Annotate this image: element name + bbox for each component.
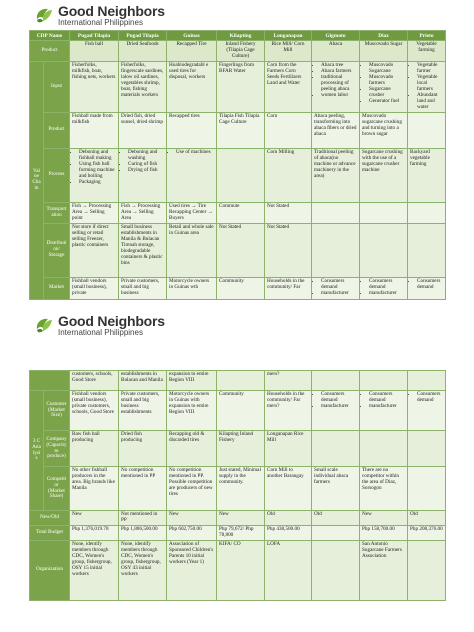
value-chain-label: Value Chain <box>30 62 44 300</box>
table-cell: None, identify members through CDC, Women's group, fishergroup, OSY 15 initial workers <box>70 540 119 600</box>
header-col: Pugad Tilapia <box>119 31 167 41</box>
table-cell: Php 602,750.00 <box>167 525 217 540</box>
list-item: • Consumers demand <box>321 392 357 404</box>
table-cell: Community <box>217 391 265 431</box>
table-cell: Old <box>265 511 312 526</box>
table-cell: Just stated, Minimal supply in the community. <box>217 467 265 511</box>
total-budget-row <box>30 525 446 540</box>
logo-subtitle: International Philippines <box>58 328 143 337</box>
product-output-row <box>30 112 446 148</box>
header-col: Gigmoto <box>312 31 360 41</box>
list-item: • manufacturer <box>369 404 405 410</box>
row-label: Competitor (Market Share) <box>44 467 70 511</box>
table-cell: Old <box>312 511 360 526</box>
list-item: • Packaging <box>79 180 116 186</box>
table-cell: Corn from the Farmers Corn Seeds Fertilizers Land and Water <box>265 62 312 113</box>
row-label: Product <box>30 41 70 62</box>
table-cell <box>167 148 217 202</box>
list-item: • manufacturer <box>321 291 357 297</box>
list-item: • Vegetable farmer <box>417 63 443 75</box>
table-cell: Motorcycle owners in Guinas wth <box>167 277 217 299</box>
header-col: Diaz <box>360 31 408 41</box>
table-cell: There are no competitor within the area of Diaz, Sorsogon <box>360 467 408 511</box>
table-cell: Retail and whole sale in Guinas area <box>167 223 217 277</box>
list-item: • traditional processing of peeling abaca <box>321 75 357 93</box>
list-item: • Consumers demand <box>321 279 357 291</box>
logo <box>34 314 165 337</box>
table-cell <box>312 277 360 299</box>
logo-subtitle: International Philippines <box>58 18 143 27</box>
list-item: • Consumers demand <box>369 392 405 404</box>
table-cell <box>312 431 360 467</box>
table-cell <box>119 148 167 202</box>
table-cell: Community <box>217 277 265 299</box>
list-item: • Deboning and washing <box>128 150 164 162</box>
list-item: • Curing of fish <box>128 162 164 168</box>
row-label: Transportation <box>44 202 70 223</box>
row-label: Customer (Market Size) <box>44 391 70 431</box>
row-label: Company (Capacity to produce) <box>44 431 70 467</box>
list-item: • Deboning and fishball making <box>79 150 116 162</box>
table-cell: expansion to entire Region VIII <box>167 371 217 391</box>
table-cell: Households in the community/ Far mers? <box>265 391 312 431</box>
table-cell: Php 1,886,500.00 <box>119 525 167 540</box>
table-cell: Not mentioned in PP <box>119 511 167 526</box>
table-cell: Hoabiodegradabl e used tires for disposal, workers <box>167 62 217 113</box>
list-item: • Vegetable local farmers <box>417 75 443 93</box>
table-cell <box>217 148 265 202</box>
table-cell: Recapped Tire <box>167 41 217 62</box>
table-cell: Small scale individual abaca farmers <box>312 467 360 511</box>
list-item: • Abaca farmers <box>321 69 357 75</box>
distribution-row <box>30 223 446 277</box>
row-label: Process <box>44 148 70 202</box>
document-page-2 <box>0 313 474 632</box>
table-cell: Traditional peeling of abaca(no machine or advance machinery in the area) <box>312 148 360 202</box>
table-cell <box>408 277 446 299</box>
table-cell <box>408 223 446 277</box>
table-cell: customers, schools, Good Store <box>70 371 119 391</box>
table-cell: Abaca <box>312 41 360 62</box>
list-item: • Consumers demand <box>417 392 443 404</box>
table-cell: Used tires → Tire Recapping Center → Buyers <box>167 202 217 223</box>
table-cell <box>360 62 408 113</box>
table-cell: Php 208,376.00 <box>408 525 446 540</box>
table-cell: Fingerlings from BFAR Water <box>217 62 265 113</box>
row-label: Organization <box>30 540 70 600</box>
table-cell: Not Stated <box>217 223 265 277</box>
list-item: • manufacturer <box>321 404 357 410</box>
row-label <box>30 371 70 391</box>
table-cell: Commute <box>217 202 265 223</box>
table-cell: Private customers, small and big business <box>119 277 167 299</box>
table-cell: Dried fish, dried sunsel, dried shrimp <box>119 112 167 148</box>
header-col: Guinas <box>167 31 217 41</box>
table-cell: Sugarcane crushing with the use of a sugarcane crusher machine <box>360 148 408 202</box>
table-cell <box>312 371 360 391</box>
table-cell: No competition mentioned in PP. Possible competition are producers of new tires <box>167 467 217 511</box>
table-cell: Php 438,500.00 <box>265 525 312 540</box>
table-cell: Fishball made from milkfish <box>70 112 119 148</box>
list-item: • Abaca tree <box>321 63 357 69</box>
table-cell: Fish ball <box>70 41 119 62</box>
table-cell: Motorcycle owners in Guinas with expansion to entire Region VIII <box>167 391 217 431</box>
header-col: Kilapting <box>217 31 265 41</box>
logo-title: Good Neighbors <box>58 313 165 329</box>
header-col: Pugad Tilapia <box>70 31 119 41</box>
table-cell: Tilapia Fish Tilapia Cage Culture <box>217 112 265 148</box>
list-item: • Use of machines <box>176 150 214 156</box>
list-item: • Generator fuel <box>369 99 405 105</box>
product-row <box>30 41 446 62</box>
list-item: • Consumers demand <box>369 279 405 291</box>
input-row <box>30 62 446 113</box>
table-cell <box>312 391 360 431</box>
table-cell: Fisherfolks, milkfish, boat, fishing nets, workers <box>70 62 119 113</box>
table-cell <box>408 62 446 113</box>
table-cell: Fisherfolks, fingerscale sardines, lalow oil sardines, vegetables shrimp, boat, fishing materials workers <box>119 62 167 113</box>
three-c-analysis-table <box>29 370 446 601</box>
list-item: • Using fish ball forming machine and boiling <box>79 162 116 180</box>
table-cell: New <box>217 511 265 526</box>
table-cell: Abaca peeling, transforming into abaca fibers or dried abaca <box>312 112 360 148</box>
market-row <box>30 277 446 299</box>
table-cell: Old <box>408 511 446 526</box>
table-cell: Fishball vendors (small business), private customers, schools, Good Store <box>70 391 119 431</box>
table-cell: Fish → Processing Area → Selling point <box>70 202 119 223</box>
customer-row <box>30 391 446 431</box>
table-cell: Inland Fishery (Tilapia Cage Culture) <box>217 41 265 62</box>
table-cell: None, identify members through CDC, Women's group, fishergroup, OSY 43 initial workers <box>119 540 167 600</box>
table-cell <box>312 202 360 223</box>
table-cell: Corn <box>265 112 312 148</box>
organization-row <box>30 540 446 600</box>
table-cell: Kilapting Inland Fishery <box>217 431 265 467</box>
table-cell <box>360 223 408 277</box>
table-cell <box>312 223 360 277</box>
header-col: Prieto <box>408 31 446 41</box>
table-cell: Php 1,376,019.78 <box>70 525 119 540</box>
table-cell: Longanapan Rice Mill <box>265 431 312 467</box>
table-cell: Backyard vegetable farming <box>408 148 446 202</box>
list-item: • Abundant land and water <box>417 93 443 111</box>
header-cdp-name: CDP Name <box>30 31 70 41</box>
list-item: • women labor <box>321 93 357 99</box>
table-cell: Not store if direct selling or retail selling Freezer, plastic containers <box>70 223 119 277</box>
table-cell: Dried Seafoods <box>119 41 167 62</box>
logo-mark-icon <box>34 6 54 26</box>
row-label: Total Budget <box>30 525 70 540</box>
header-col: Longanapan <box>265 31 312 41</box>
table-cell: Recapped tires <box>167 112 217 148</box>
table-cell: Fish → Processing Area → Selling Area <box>119 202 167 223</box>
table-cell: Association of Sponsored Children's Parents 10 initial workers (Year 1) <box>167 540 217 600</box>
table-cell: KIFA/ CO <box>217 540 265 600</box>
table-cell <box>360 391 408 431</box>
list-item: • Consumers demand <box>417 279 443 291</box>
table-cell: No competition mentioned in PP <box>119 467 167 511</box>
table-cell: Raw fish ball producing <box>70 431 119 467</box>
table-cell: New <box>360 511 408 526</box>
table-cell <box>408 467 446 511</box>
table-cell <box>408 371 446 391</box>
table-cell: Not Stated <box>265 223 312 277</box>
table-cell <box>360 431 408 467</box>
row-label: Market <box>44 277 70 299</box>
table-cell: Recapping old & discarded tires <box>167 431 217 467</box>
three-c-label: 3 C Analysis <box>30 391 44 511</box>
table-cell: establishments in Bulacan and Manila <box>119 371 167 391</box>
table-cell <box>70 148 119 202</box>
table-cell: LOFA <box>265 540 312 600</box>
table-cell <box>408 431 446 467</box>
company-row <box>30 431 446 467</box>
table-cell: New <box>70 511 119 526</box>
table-cell: New <box>167 511 217 526</box>
table-cell <box>312 525 360 540</box>
logo-mark-icon <box>34 316 54 336</box>
table-cell: mers? <box>265 371 312 391</box>
new-old-row <box>30 511 446 526</box>
table-cell <box>312 62 360 113</box>
table-cell <box>360 277 408 299</box>
list-item: • Muscovado Sugarcane <box>369 63 405 75</box>
row-label: Product <box>44 112 70 148</box>
process-row <box>30 148 446 202</box>
list-item: • Drying of fish <box>128 168 164 174</box>
table-cell: San Antonio Sugarcane Farmers Association <box>360 540 408 600</box>
continued-row <box>30 371 446 391</box>
table-cell: Dried fish producing <box>119 431 167 467</box>
table-cell: Php 79,672/ Php 78,800 <box>217 525 265 540</box>
value-chain-table <box>29 30 446 300</box>
row-label: Input <box>44 62 70 113</box>
transportation-row <box>30 202 446 223</box>
logo <box>34 4 165 27</box>
table-cell <box>360 371 408 391</box>
table-cell: Muscovado Sugar <box>360 41 408 62</box>
table-cell <box>408 391 446 431</box>
table-cell: Not Stated <box>265 202 312 223</box>
table-cell <box>360 202 408 223</box>
table-cell <box>408 202 446 223</box>
table-cell: Vegetable farming <box>408 41 446 62</box>
table-cell: Muscovado sugarcane crushing and turning into a brown sugar <box>360 112 408 148</box>
header-row <box>30 31 446 41</box>
row-label: New/Old <box>30 511 70 526</box>
table-cell: Rice Mill/ Corn Mill <box>265 41 312 62</box>
table-cell: Fishball vendors (small business), private <box>70 277 119 299</box>
list-item: • manufacturer <box>369 291 405 297</box>
table-cell <box>312 540 360 600</box>
list-item: • Muscovado farmers <box>369 75 405 87</box>
competitor-row <box>30 467 446 511</box>
table-cell <box>408 540 446 600</box>
table-cell: Households in the community/ Far <box>265 277 312 299</box>
table-cell: Php 158,700.00 <box>360 525 408 540</box>
logo-title: Good Neighbors <box>58 3 165 19</box>
table-cell: Corn Mill to another Barangay <box>265 467 312 511</box>
table-cell: Corn Milling <box>265 148 312 202</box>
list-item: • Sugarcane crusher <box>369 87 405 99</box>
table-cell: Small business establishments in Manila & Bulacan Tirenah storage, biodegradable containers & plastic bins <box>119 223 167 277</box>
table-cell <box>217 371 265 391</box>
row-label: Distribution/ Storage <box>44 223 70 277</box>
table-cell: No other fishball producers in the area. Big brands like Manila <box>70 467 119 511</box>
table-cell: Private customers, small and big business establishments <box>119 391 167 431</box>
table-cell <box>408 112 446 148</box>
